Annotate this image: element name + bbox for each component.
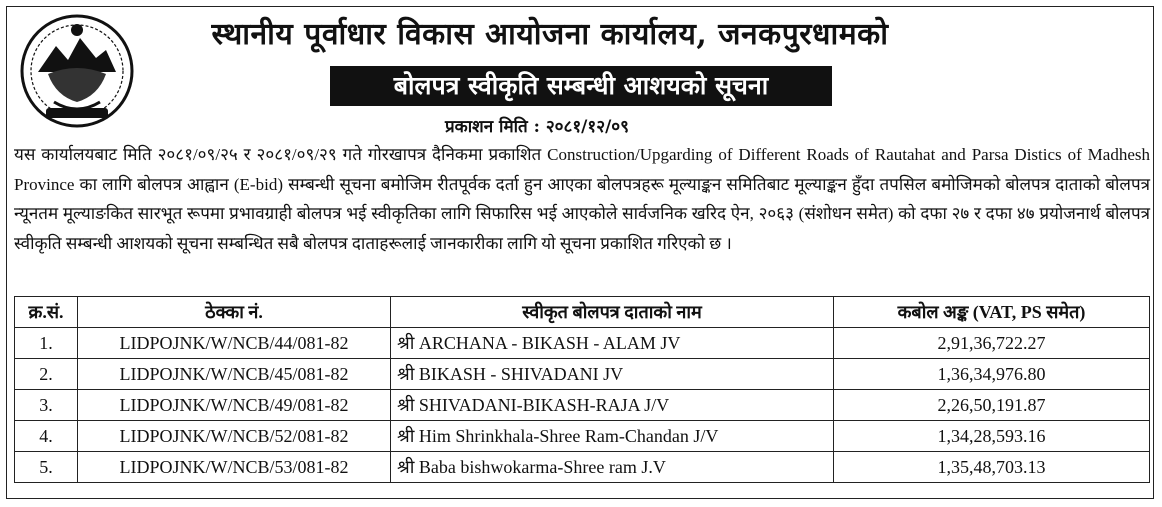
row-contract-number: LIDPOJNK/W/NCB/45/081-82 [78,359,391,390]
header-bid-amount: कबोल अङ्क (VAT, PS समेत) [834,297,1150,328]
row-bidder-name: श्री ARCHANA - BIKASH - ALAM JV [391,328,834,359]
row-bidder-name: श्री SHIVADANI-BIKASH-RAJA J/V [391,390,834,421]
table-header-row [15,297,1150,328]
office-title: स्थानीय पूर्वाधार विकास आयोजना कार्यालय, जनकपुरधामको [211,17,889,52]
table-row [15,452,1150,483]
row-bidder-name: श्री BIKASH - SHIVADANI JV [391,359,834,390]
publication-date: प्रकाशन मिति : २०८१/१२/०९ [445,117,629,137]
table-row [15,359,1150,390]
header-serial-number: क्र.सं. [15,297,78,328]
row-bid-amount: 2,91,36,722.27 [834,328,1150,359]
header-bidder-name: स्वीकृत बोलपत्र दाताको नाम [391,297,834,328]
header-contract-number: ठेक्का नं. [78,297,391,328]
row-contract-number: LIDPOJNK/W/NCB/44/081-82 [78,328,391,359]
government-emblem-icon [18,12,136,130]
accepted-bids-table [14,296,1150,483]
notice-title-band: बोलपत्र स्वीकृति सम्बन्धी आशयको सूचना [330,66,832,106]
row-bid-amount: 2,26,50,191.87 [834,390,1150,421]
row-bid-amount: 1,36,34,976.80 [834,359,1150,390]
row-serial-number: 4. [15,421,78,452]
row-contract-number: LIDPOJNK/W/NCB/53/081-82 [78,452,391,483]
row-serial-number: 1. [15,328,78,359]
row-serial-number: 2. [15,359,78,390]
table-row [15,421,1150,452]
row-contract-number: LIDPOJNK/W/NCB/49/081-82 [78,390,391,421]
table-row [15,390,1150,421]
row-bidder-name: श्री Baba bishwokarma-Shree ram J.V [391,452,834,483]
notice-paragraph: यस कार्यालयबाट मिति २०८१/०९/२५ र २०८१/०९/२९ गते गोरखापत्र दैनिकमा प्रकाशित Construction/Upgarding of Different Roads of Rautahat and Parsa Distics of Madhesh Province का लागि बोलपत्र आह्वान (E-bid) सम्बन्धी सूचना बमोजिम रीतपूर्वक दर्ता हुन आएका बोलपत्रहरू मूल्याङ्कन समितिबाट मूल्याङ्कन हुँदा तपसिल बमोजिमको बोलपत्र दाताको बोलपत्र न्यूनतम मूल्याङकित सारभूत रूपमा प्रभावग्राही बोलपत्र भई स्वीकृतिका लागि सिफारिस भई आएकोले सार्वजनिक खरिद ऐन, २०६३ (संशोधन समेत) को दफा २७ र दफा ४७ प्रयोजनार्थ बोलपत्र स्वीकृति सम्बन्धी आशयको सूचना सम्बन्धित सबै बोलपत्र दाताहरूलाई जानकारीका लागि यो सूचना प्रकाशित गरिएको छ । [14,145,1150,253]
row-bid-amount: 1,34,28,593.16 [834,421,1150,452]
row-bid-amount: 1,35,48,703.13 [834,452,1150,483]
row-bidder-name: श्री Him Shrinkhala-Shree Ram-Chandan J/V [391,421,834,452]
table-row [15,328,1150,359]
row-contract-number: LIDPOJNK/W/NCB/52/081-82 [78,421,391,452]
row-serial-number: 3. [15,390,78,421]
row-serial-number: 5. [15,452,78,483]
